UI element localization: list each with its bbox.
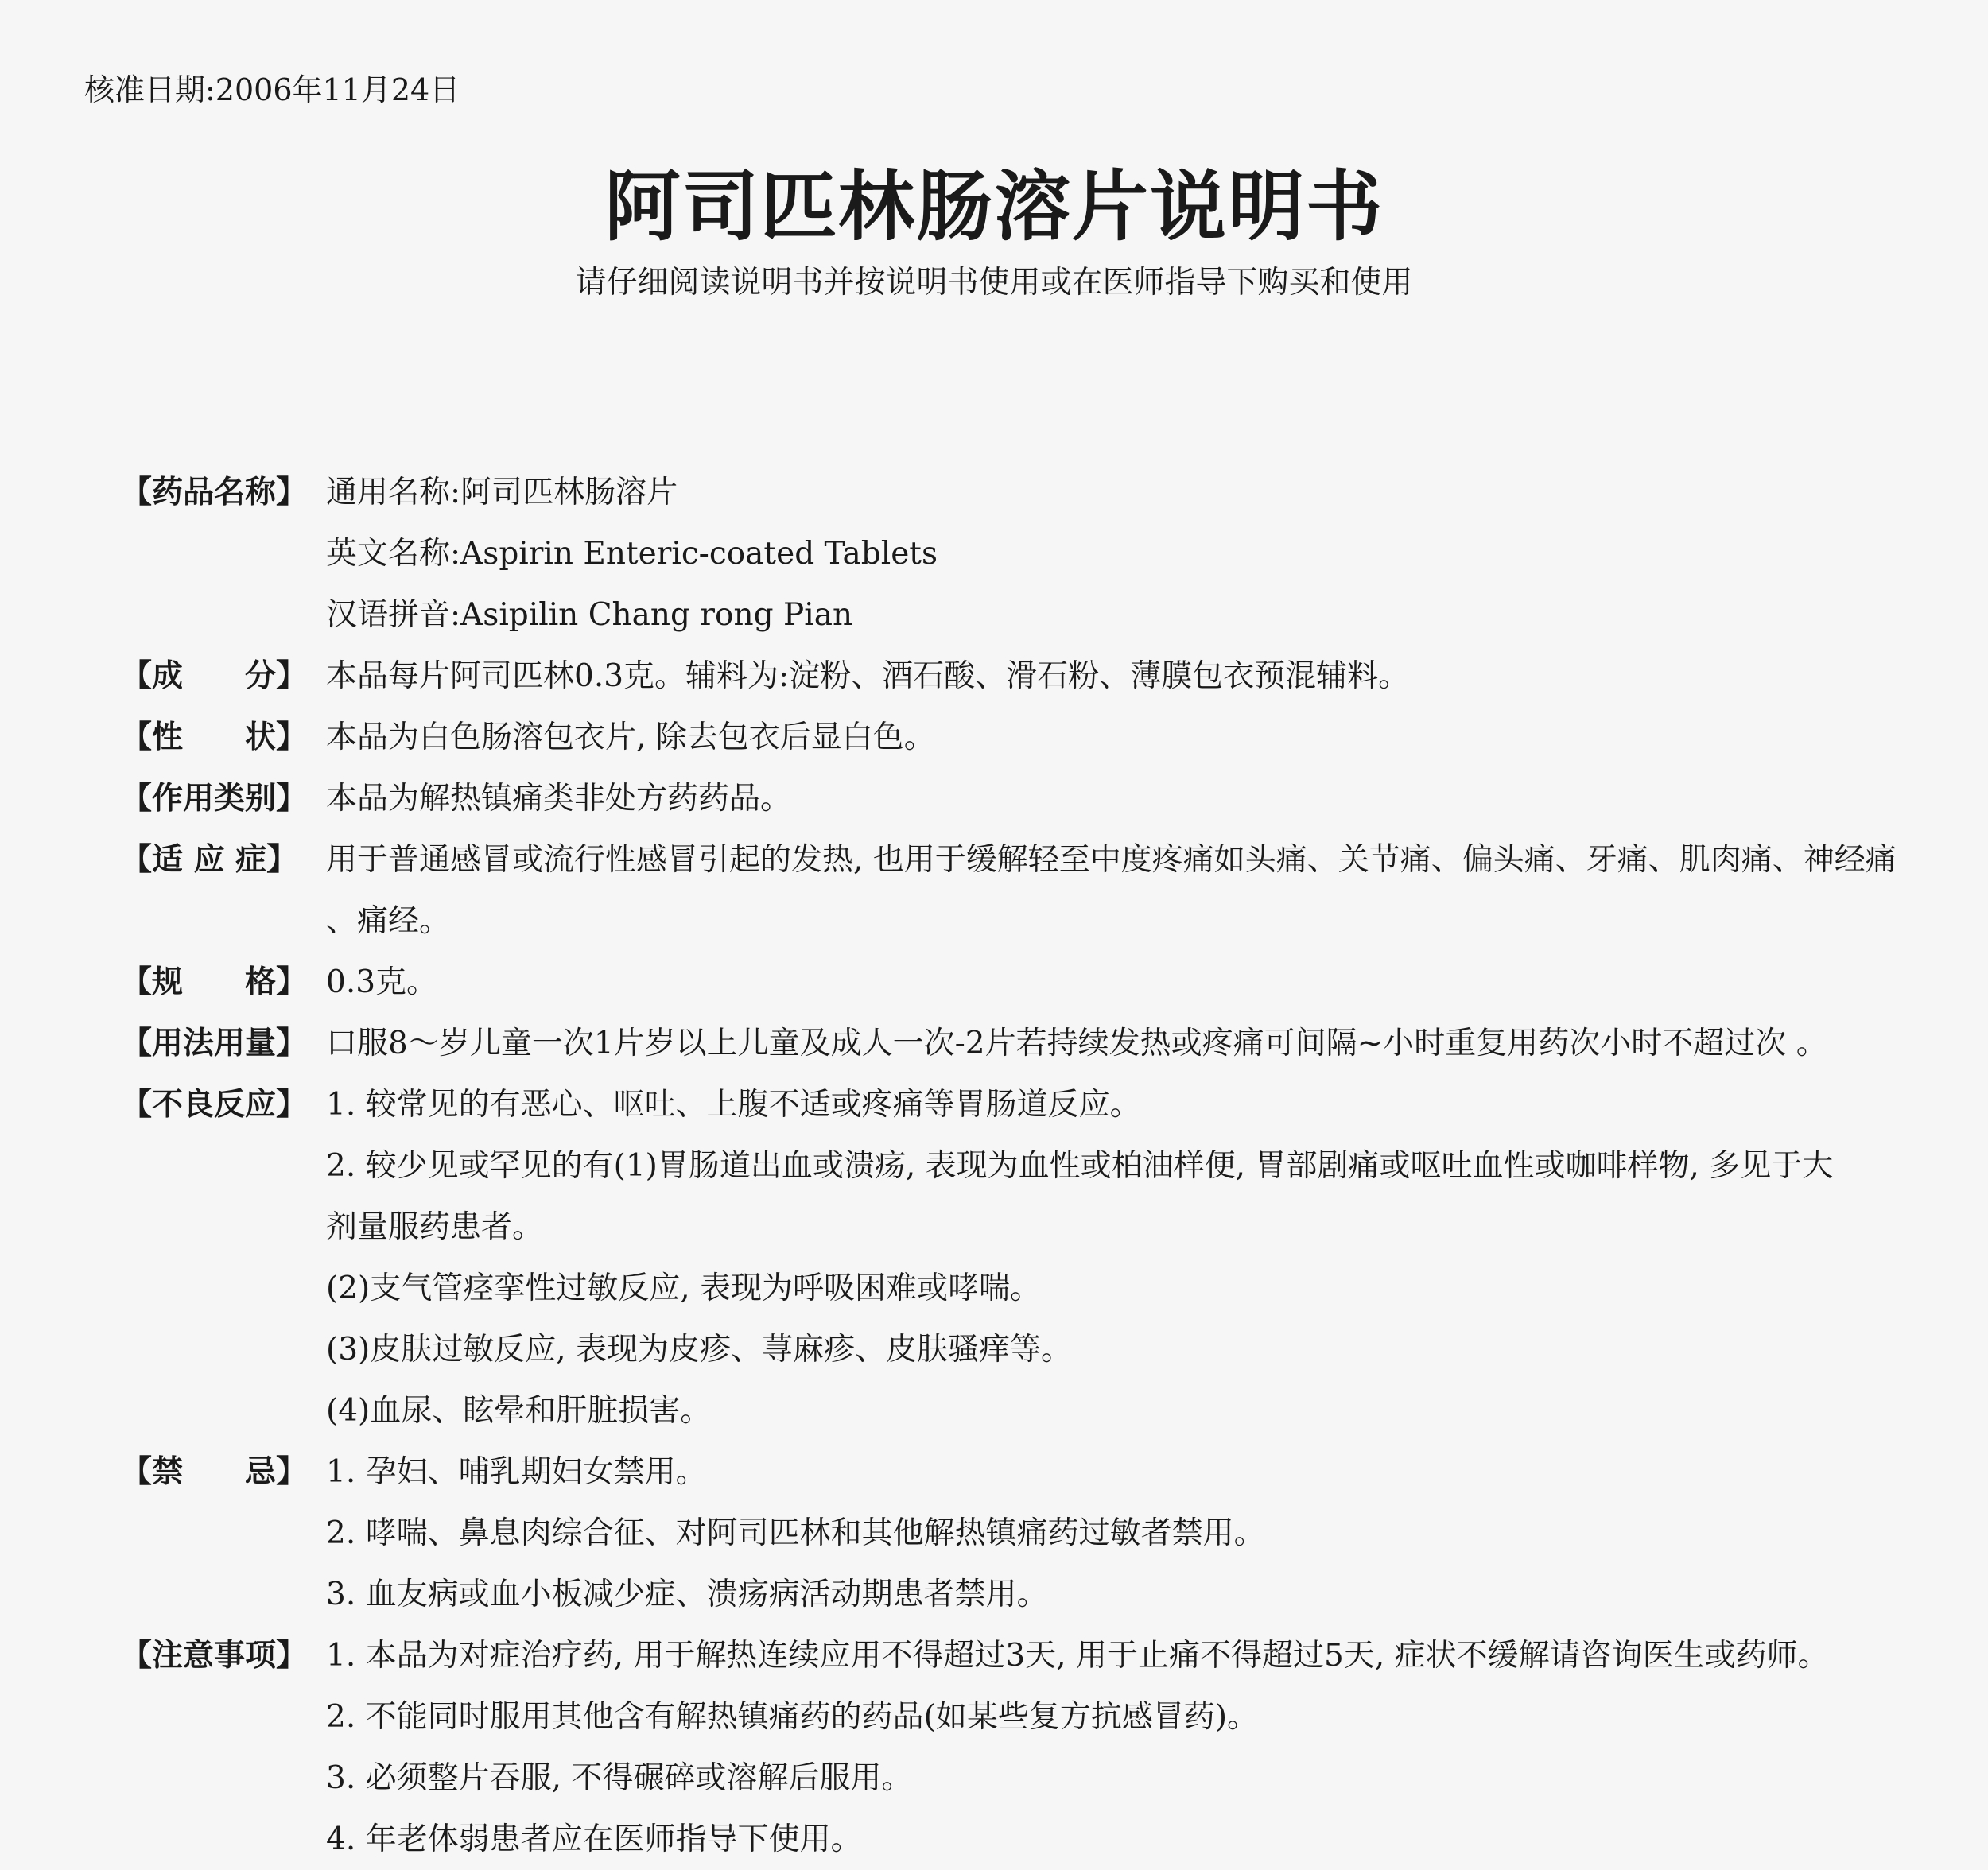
section-line: 1. 较常见的有恶心、呕吐、上腹不适或疼痛等胃肠道反应。	[326, 1087, 1141, 1123]
section-line: 3. 血友病或血小板减少症、溃疡病活动期患者禁用。	[326, 1577, 1048, 1612]
section-body	[326, 1013, 1918, 1074]
section-body	[326, 646, 1918, 707]
section-body	[326, 462, 1918, 646]
section-label: 【注意事项】	[121, 1637, 308, 1674]
section-category	[121, 768, 1918, 829]
section-label: 【作用类别】	[121, 780, 308, 817]
section-specification	[121, 952, 1918, 1013]
section-label: 【药品名称】	[121, 474, 308, 510]
section-label: 【成 分】	[121, 658, 308, 694]
section-line: 口服8～岁儿童一次1片岁以上儿童及成人一次-2片若持续发热或疼痛可间隔~小时重复用药次小时不超过次 。	[326, 1026, 1827, 1061]
section-body	[326, 952, 1918, 1013]
document-subtitle: 请仔细阅读说明书并按说明书使用或在医师指导下购买和使用	[575, 265, 1413, 301]
section-line: 剂量服药患者。	[326, 1209, 544, 1245]
section-ingredients	[121, 646, 1918, 707]
section-line: 4. 年老体弱患者应在医师指导下使用。	[326, 1822, 862, 1857]
section-label: 【用法用量】	[121, 1025, 308, 1061]
section-adverse-reactions	[121, 1074, 1918, 1441]
sections-list	[121, 462, 1918, 1870]
section-contraindications	[121, 1441, 1918, 1625]
section-line: 2. 不能同时服用其他含有解热镇痛药的药品(如某些复方抗感冒药)。	[326, 1699, 1259, 1735]
section-line: (3)皮肤过敏反应, 表现为皮疹、荨麻疹、皮肤骚痒等。	[326, 1332, 1073, 1368]
section-label: 【不良反应】	[121, 1086, 308, 1123]
section-line: 通用名称:阿司匹林肠溶片	[326, 475, 678, 510]
section-body	[326, 707, 1918, 768]
section-label: 【性 状】	[121, 719, 308, 755]
section-label: 【禁 忌】	[121, 1453, 308, 1490]
document-title: 阿司匹林肠溶片说明书	[604, 161, 1384, 251]
section-line: (4)血尿、眩晕和肝脏损害。	[326, 1393, 712, 1429]
section-line: 汉语拼音:Asipilin Chang rong Pian	[326, 597, 853, 633]
section-line: 用于普通感冒或流行性感冒引起的发热, 也用于缓解轻至中度疼痛如头痛、关节痛、偏头痛、牙痛、肌肉痛、神经痛	[326, 842, 1897, 878]
section-line: 1. 本品为对症治疗药, 用于解热连续应用不得超过3天, 用于止痛不得超过5天, 症状不缓解请咨询医生或药师。	[326, 1638, 1829, 1674]
section-body	[326, 1441, 1918, 1625]
section-body	[326, 829, 1918, 952]
section-drug-name	[121, 462, 1918, 646]
section-line: 英文名称:Aspirin Enteric-coated Tablets	[326, 536, 938, 572]
section-precautions	[121, 1625, 1918, 1870]
section-line: 、痛经。	[326, 903, 451, 939]
section-line: 3. 必须整片吞服, 不得碾碎或溶解后服用。	[326, 1760, 913, 1796]
section-line: 本品为解热镇痛类非处方药药品。	[326, 781, 792, 817]
section-line: (2)支气管痉挛性过敏反应, 表现为呼吸困难或哮喘。	[326, 1271, 1042, 1306]
section-indications	[121, 829, 1918, 952]
section-line: 2. 哮喘、鼻息肉综合征、对阿司匹林和其他解热镇痛药过敏者禁用。	[326, 1515, 1265, 1551]
section-line: 本品每片阿司匹林0.3克。辅料为:淀粉、酒石酸、滑石粉、薄膜包衣预混辅料。	[326, 658, 1410, 694]
section-body	[326, 1625, 1918, 1870]
section-label: 【适 应 症】	[121, 841, 298, 878]
section-dosage	[121, 1013, 1918, 1074]
section-line: 1. 孕妇、哺乳期妇女禁用。	[326, 1454, 707, 1490]
section-line: 0.3克。	[326, 964, 438, 1000]
approval-date: 核准日期:2006年11月24日	[84, 72, 460, 107]
section-appearance	[121, 707, 1918, 768]
section-line: 2. 较少见或罕见的有(1)胃肠道出血或溃疡, 表现为血性或柏油样便, 胃部剧痛或呕吐血性或咖啡样物, 多见于大	[326, 1148, 1834, 1184]
section-label: 【规 格】	[121, 964, 308, 1000]
section-body	[326, 768, 1918, 829]
section-line: 本品为白色肠溶包衣片, 除去包衣后显白色。	[326, 720, 935, 755]
section-body	[326, 1074, 1918, 1441]
